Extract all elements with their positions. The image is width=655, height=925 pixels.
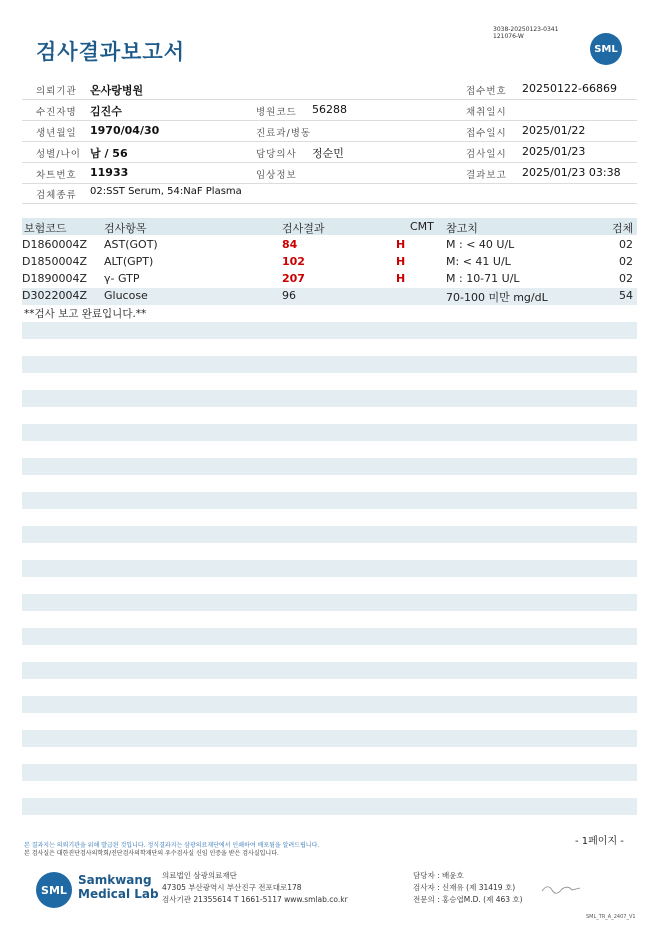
row-cmt: H xyxy=(396,255,406,268)
report-date-value: 2025/01/23 03:38 xyxy=(522,166,621,179)
form-code: SML_TR_A_2407_V1 xyxy=(586,914,636,920)
address-line1: 의료법인 삼광의료재단 xyxy=(162,871,237,880)
row-code: D1850004Z xyxy=(22,255,87,268)
header-code: 보험코드 xyxy=(24,222,67,235)
sml-logo: SML xyxy=(590,33,622,65)
birth-label: 생년월일 xyxy=(36,128,77,139)
table-row xyxy=(22,288,637,305)
patient-label: 수진자명 xyxy=(36,107,77,118)
lab-name-line2: Medical Lab xyxy=(78,887,159,901)
signature-mark xyxy=(540,881,582,895)
birth-value: 1970/04/30 xyxy=(90,124,160,137)
address-line3: 검사기관 21355614 T 1661-5117 www.smlab.co.kr xyxy=(162,895,348,904)
doctor-label: 담당의사 xyxy=(256,149,297,160)
empty-row-stripe xyxy=(22,628,637,645)
row-ref: M : < 40 U/L xyxy=(446,238,515,251)
header-result: 검사결과 xyxy=(282,222,325,235)
table-row xyxy=(22,254,637,271)
results-table-header xyxy=(22,218,637,235)
empty-row-stripe xyxy=(22,560,637,577)
row-ref: M : 10-71 U/L xyxy=(446,272,520,285)
header-item: 검사항목 xyxy=(104,222,147,235)
row-result: 96 xyxy=(282,289,296,302)
row-cmt: H xyxy=(396,272,406,285)
row-specimen: 02 xyxy=(619,255,633,268)
signature xyxy=(540,880,582,899)
page-number: - 1페이지 - xyxy=(575,836,624,847)
row-item: γ- GTP xyxy=(104,272,140,285)
doctor-value: 정순민 xyxy=(312,147,344,160)
patient-value: 김진수 xyxy=(90,105,122,118)
document-id xyxy=(493,26,558,40)
row-item: ALT(GPT) xyxy=(104,255,154,268)
clinical-label: 임상정보 xyxy=(256,170,297,181)
staff-line2: 검사자 : 신재유 (제 31419 호) xyxy=(413,883,516,892)
row-specimen: 02 xyxy=(619,272,633,285)
row-result: 207 xyxy=(282,272,305,285)
row-code: D1890004Z xyxy=(22,272,87,285)
row-cmt: H xyxy=(396,238,406,251)
empty-row-stripe xyxy=(22,594,637,611)
lab-name-line1: Samkwang xyxy=(78,873,152,887)
address-line2: 47305 부산광역시 부산진구 전포대로178 xyxy=(162,883,302,892)
info-row-1 xyxy=(22,79,637,100)
sex-age-value: 남 / 56 xyxy=(90,147,128,160)
table-row xyxy=(22,237,637,254)
row-result: 102 xyxy=(282,255,305,268)
header-ref: 참고치 xyxy=(446,222,478,235)
collect-date-label: 채취일시 xyxy=(466,107,507,118)
lab-address xyxy=(162,870,348,906)
hospital-code-value: 56288 xyxy=(312,103,347,116)
chart-no-label: 차트번호 xyxy=(36,170,77,181)
row-item: AST(GOT) xyxy=(104,238,158,251)
empty-row-stripe xyxy=(22,662,637,679)
receipt-date-value: 2025/01/22 xyxy=(522,124,586,137)
empty-row-stripe xyxy=(22,424,637,441)
row-ref: M: < 41 U/L xyxy=(446,255,511,268)
empty-row-stripe xyxy=(22,730,637,747)
specimen-value: 02:SST Serum, 54:NaF Plasma xyxy=(90,186,242,197)
info-row-5 xyxy=(22,163,637,184)
page-title: 검사결과보고서 xyxy=(36,40,186,64)
footer-note-2: 본 검사실은 대한진단검사의학회/진단검사의학재단의 우수검사실 신임 인증을 받은 검사실입니다. xyxy=(24,850,279,857)
staff-line3: 전문의 : 홍승엽M.D. (제 463 호) xyxy=(413,895,523,904)
test-date-label: 검사일시 xyxy=(466,149,507,160)
chart-no-value: 11933 xyxy=(90,166,129,179)
staff-info xyxy=(413,870,523,906)
empty-row-stripe xyxy=(22,696,637,713)
empty-row-stripe xyxy=(22,526,637,543)
empty-row-stripe xyxy=(22,390,637,407)
row-specimen: 54 xyxy=(619,289,633,302)
row-item: Glucose xyxy=(104,289,148,302)
sml-logo-bottom: SML xyxy=(36,872,72,908)
sex-age-label: 성별/나이 xyxy=(36,149,81,160)
institution-value: 온사랑병원 xyxy=(90,84,144,97)
institution-label: 의뢰기관 xyxy=(36,86,77,97)
specimen-label: 검체종류 xyxy=(36,190,77,201)
receipt-no-label: 접수번호 xyxy=(466,86,507,97)
info-row-2 xyxy=(22,100,637,121)
test-date-value: 2025/01/23 xyxy=(522,145,586,158)
hospital-code-label: 병원코드 xyxy=(256,107,297,118)
empty-row-stripe xyxy=(22,458,637,475)
footer-note-1: 본 결과지는 의뢰기관을 위해 발급된 것입니다. 정식결과지는 삼광의료재단에서 인쇄하여 배포됨을 알려드립니다. xyxy=(24,842,320,849)
table-row xyxy=(22,271,637,288)
report-date-label: 결과보고 xyxy=(466,170,507,181)
info-row-6 xyxy=(22,183,637,204)
lab-name xyxy=(78,873,159,901)
empty-row-stripe xyxy=(22,322,637,339)
info-row-4 xyxy=(22,142,637,163)
empty-row-stripe xyxy=(22,764,637,781)
header-cmt: CMT xyxy=(410,220,434,233)
receipt-date-label: 접수일시 xyxy=(466,128,507,139)
header-specimen: 검체 xyxy=(612,222,634,235)
row-code: D3022004Z xyxy=(22,289,87,302)
info-row-3 xyxy=(22,121,637,142)
receipt-no-value: 20250122-66869 xyxy=(522,82,617,95)
row-code: D1860004Z xyxy=(22,238,87,251)
row-ref: 70-100 미만 mg/dL xyxy=(446,291,548,304)
empty-row-stripe xyxy=(22,492,637,509)
doc-id-line1: 3038-20250123-0341 xyxy=(493,26,559,33)
empty-row-stripe xyxy=(22,356,637,373)
staff-line1: 담당자 : 배윤호 xyxy=(413,871,464,880)
dept-label: 진료과/병동 xyxy=(256,128,312,139)
row-specimen: 02 xyxy=(619,238,633,251)
empty-row-stripe xyxy=(22,798,637,815)
doc-id-line2: 121076-W xyxy=(493,33,524,40)
report-complete-note: **검사 보고 완료입니다.** xyxy=(24,308,147,320)
row-result: 84 xyxy=(282,238,298,251)
